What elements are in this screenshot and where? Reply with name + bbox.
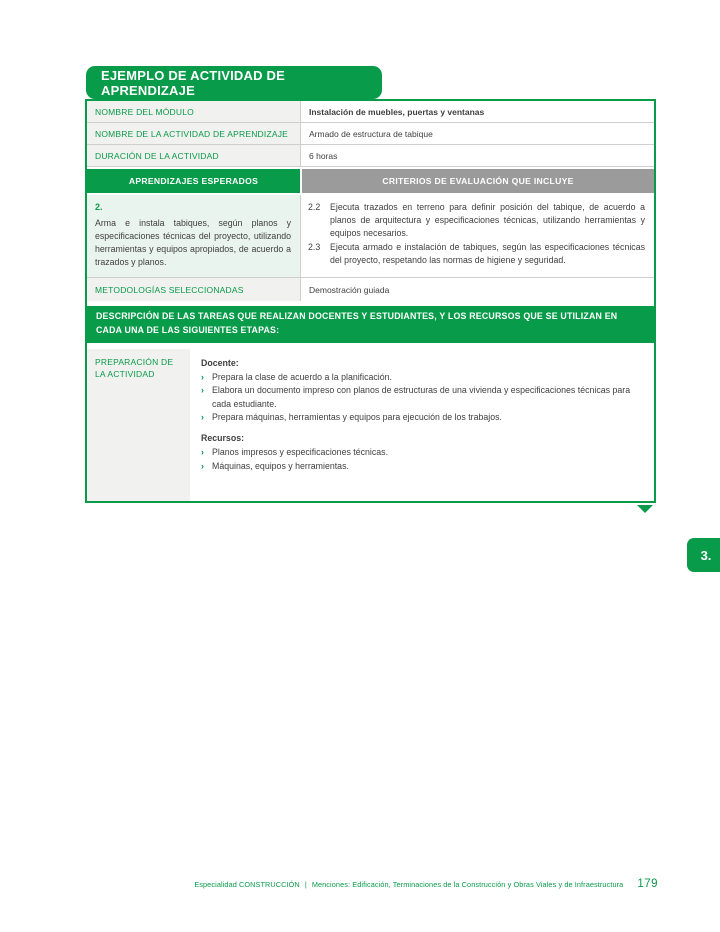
list-item-text: Prepara máquinas, herramientas y equipos para ejecución de los trabajos. bbox=[212, 412, 502, 423]
footer-separator: | bbox=[304, 880, 307, 889]
list-item bbox=[201, 411, 642, 425]
criterion-text: Ejecuta armado e instalación de tabiques, según las especificaciones técnicas del proyecto, respetando las normas de higiene y seguridad. bbox=[330, 241, 645, 265]
methodology-row bbox=[87, 277, 654, 301]
row-label: NOMBRE DE LA ACTIVIDAD DE APRENDIZAJE bbox=[87, 123, 301, 144]
page-title bbox=[86, 66, 382, 99]
chevron-bullet-icon: › bbox=[201, 412, 204, 423]
row-value: 6 horas bbox=[309, 150, 338, 161]
expected-learning-cell bbox=[87, 195, 301, 277]
preparation-content bbox=[190, 349, 654, 501]
list-item bbox=[201, 384, 642, 411]
row-value: Armado de estructura de tabique bbox=[309, 128, 433, 139]
criterion-item bbox=[308, 201, 645, 241]
docente-heading: Docente: bbox=[201, 357, 239, 368]
list-item bbox=[201, 446, 642, 460]
list-item bbox=[201, 371, 642, 385]
list-item-text: Elabora un documento impreso con planos de estructuras de una vivienda y especificaciones técnicas para cada estudiante. bbox=[212, 385, 631, 409]
list-item-text: Máquinas, equipos y herramientas. bbox=[212, 460, 349, 471]
chevron-bullet-icon: › bbox=[201, 371, 204, 382]
table-row bbox=[87, 101, 654, 123]
row-label: DURACIÓN DE LA ACTIVIDAD bbox=[87, 145, 301, 166]
learning-body-row bbox=[87, 195, 654, 277]
evaluation-criteria-header: CRITERIOS DE EVALUACIÓN QUE INCLUYE bbox=[302, 169, 654, 193]
tasks-description-header: DESCRIPCIÓN DE LAS TAREAS QUE REALIZAN DOCENTES Y ESTUDIANTES, Y LOS RECURSOS QUE SE UTILIZAN EN CADA UNA DE LAS SIGUIENTES ETAPAS: bbox=[87, 306, 654, 342]
preparation-label: PREPARACIÓN DE LA ACTIVIDAD bbox=[87, 349, 190, 501]
preparation-row bbox=[87, 349, 654, 501]
learning-objective-number: 2. bbox=[95, 202, 103, 212]
footer-mentions: Menciones: Edificación, Terminaciones de la Construcción y Obras Viales y de Infraestructura bbox=[311, 880, 624, 889]
recursos-heading: Recursos: bbox=[201, 433, 245, 443]
chevron-bullet-icon: › bbox=[201, 460, 204, 471]
criterion-number: 2.2 bbox=[308, 202, 321, 212]
table-row bbox=[87, 145, 654, 167]
row-value: Instalación de muebles, puertas y ventanas bbox=[309, 106, 485, 117]
methodology-label: METODOLOGÍAS SELECCIONADAS bbox=[87, 278, 301, 301]
page-number: 179 bbox=[637, 878, 658, 890]
criterion-item bbox=[308, 241, 645, 267]
learning-header-row bbox=[87, 169, 654, 193]
recursos-block bbox=[201, 433, 642, 473]
chevron-bullet-icon: › bbox=[201, 447, 204, 457]
page-title-label: EJEMPLO DE ACTIVIDAD DE APRENDIZAJE bbox=[101, 67, 285, 98]
recursos-items bbox=[201, 446, 642, 473]
docente-items bbox=[201, 371, 642, 426]
table-row bbox=[87, 123, 654, 145]
activity-table bbox=[85, 99, 656, 503]
module-info-rows bbox=[87, 101, 654, 167]
page-footer bbox=[85, 878, 658, 890]
row-label: NOMBRE DEL MÓDULO bbox=[87, 101, 301, 122]
list-item-text: Planos impresos y especificaciones técnicas. bbox=[212, 447, 389, 457]
criteria-cell bbox=[301, 195, 654, 277]
chevron-bullet-icon: › bbox=[201, 385, 204, 396]
continuation-arrow-icon bbox=[637, 505, 653, 513]
section-tab-3[interactable] bbox=[687, 538, 720, 572]
criterion-text: Ejecuta trazados en terreno para definir posición del tabique, de acuerdo a planos de arquitectura y especificaciones técnicas, utilizando herramientas y equipos necesarios. bbox=[330, 202, 645, 239]
section-tab-label: 3. bbox=[700, 547, 712, 563]
footer-specialty: Especialidad CONSTRUCCIÓN bbox=[194, 880, 300, 889]
list-item bbox=[201, 460, 642, 474]
list-item-text: Prepara la clase de acuerdo a la planificación. bbox=[212, 371, 392, 382]
criterion-number: 2.3 bbox=[308, 241, 321, 252]
expected-learning-header: APRENDIZAJES ESPERADOS bbox=[87, 169, 300, 193]
learning-objective-text: Arma e instala tabiques, según planos y especificaciones técnicas del proyecto, utilizando herramientas y equipos apropiados, de acuerdo a trazados y planos. bbox=[95, 217, 291, 268]
methodology-value: Demostración guiada bbox=[309, 284, 390, 295]
